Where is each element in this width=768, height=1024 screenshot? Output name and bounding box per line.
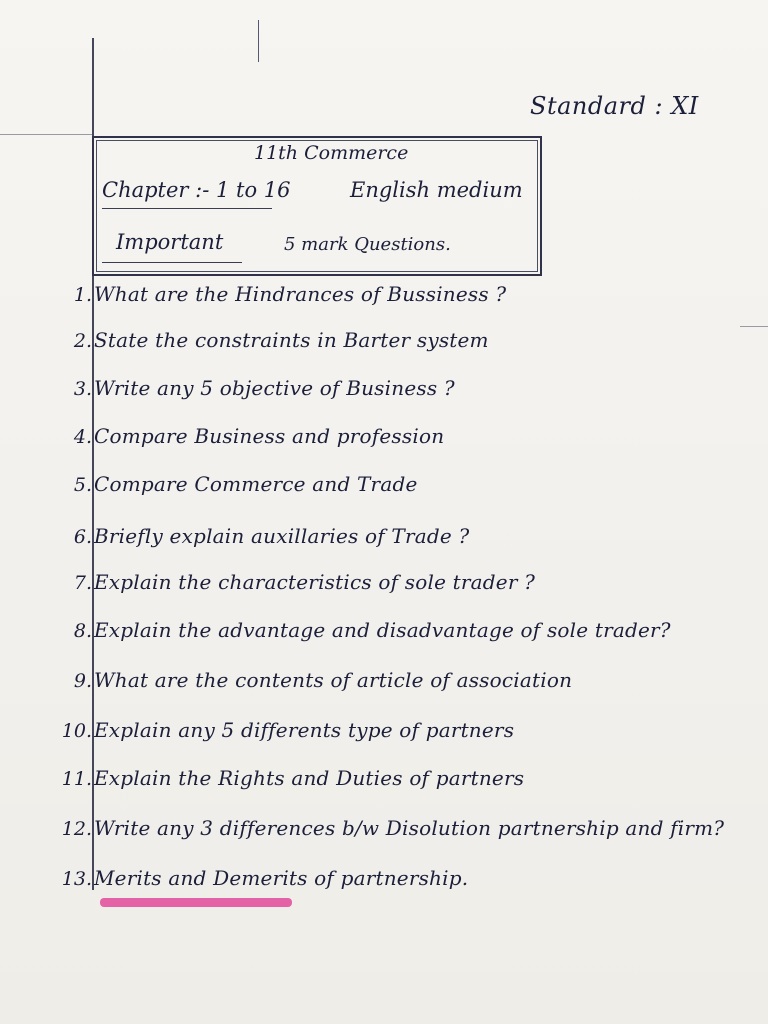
question-number: 4. <box>73 426 92 448</box>
marks-label: 5 mark Questions. <box>284 234 451 255</box>
question-number: 12. <box>61 818 92 840</box>
question-item <box>48 468 748 508</box>
question-item <box>48 420 748 460</box>
question-number: 10. <box>61 720 92 742</box>
class-line: 11th Commerce <box>254 142 409 164</box>
faint-vertical-mark <box>258 20 259 62</box>
question-item <box>48 714 748 754</box>
medium-label: English medium <box>350 178 523 202</box>
question-text: Explain the advantage and disadvantage of sole trader? <box>94 618 671 642</box>
question-text: Compare Commerce and Trade <box>94 472 418 496</box>
question-text: Write any 3 differences b/w Disolution partnership and firm? <box>94 816 725 840</box>
question-number: 8. <box>73 620 92 642</box>
question-item <box>48 762 748 802</box>
top-left-rule <box>0 134 92 135</box>
question-item <box>48 614 748 654</box>
header-box <box>92 136 542 276</box>
important-underline <box>102 262 242 263</box>
question-number: 5. <box>73 474 92 496</box>
standard-label: Standard : XI <box>530 92 699 120</box>
question-text: Briefly explain auxillaries of Trade ? <box>94 524 470 548</box>
question-item <box>48 324 748 364</box>
question-number: 9. <box>73 670 92 692</box>
question-number: 7. <box>73 572 92 594</box>
question-text: Explain the characteristics of sole trader ? <box>94 570 536 594</box>
chapter-underline <box>102 208 272 209</box>
question-item <box>48 812 748 852</box>
question-text: Explain any 5 differents type of partners <box>94 718 515 742</box>
question-text: What are the Hindrances of Bussiness ? <box>94 282 507 306</box>
question-text: Merits and Demerits of partnership. <box>94 866 469 890</box>
question-text: Compare Business and profession <box>94 424 445 448</box>
chapter-range: Chapter :- 1 to 16 <box>102 178 291 202</box>
question-item <box>48 520 748 560</box>
question-number: 6. <box>73 526 92 548</box>
question-text: What are the contents of article of association <box>94 668 573 692</box>
question-text: Write any 5 objective of Business ? <box>94 376 455 400</box>
question-item <box>48 372 748 412</box>
question-item <box>48 566 748 606</box>
question-number: 1. <box>73 284 92 306</box>
question-number: 2. <box>73 330 92 352</box>
important-label: Important <box>116 230 224 254</box>
highlight-stamp <box>100 898 292 907</box>
question-text: State the constraints in Barter system <box>94 328 489 352</box>
question-number: 11. <box>61 768 92 790</box>
question-item <box>48 278 748 318</box>
question-text: Explain the Rights and Duties of partners <box>94 766 525 790</box>
question-number: 13. <box>61 868 92 890</box>
question-item <box>48 664 748 704</box>
question-number: 3. <box>73 378 92 400</box>
question-item <box>48 862 748 902</box>
